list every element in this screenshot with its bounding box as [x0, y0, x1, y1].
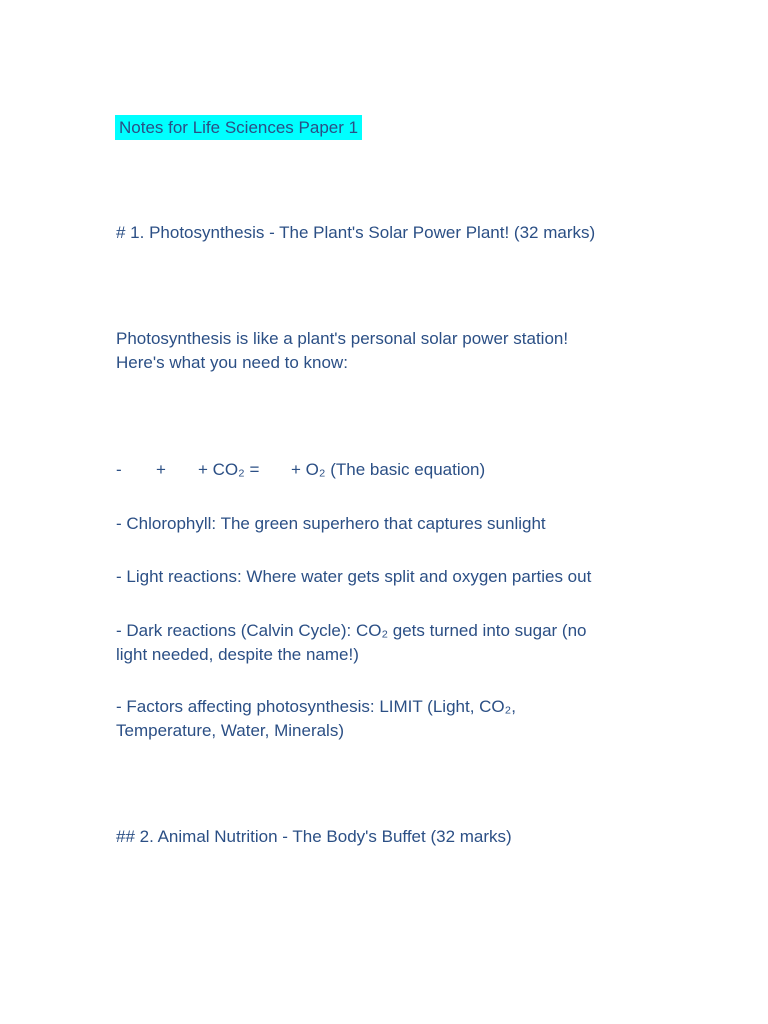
intro-line-2: Here's what you need to know: — [116, 353, 348, 372]
intro-line-1: Photosynthesis is like a plant's personal solar power station! — [116, 329, 569, 348]
bullet-chlorophyll: - Chlorophyll: The green superhero that captures sunlight — [116, 514, 546, 533]
equation-o2: + O₂ (The basic equation) — [291, 460, 486, 479]
bullet-dark-reactions-line-1: - Dark reactions (Calvin Cycle): CO₂ gets turned into sugar (no — [116, 621, 587, 640]
photosynthesis-equation — [116, 458, 485, 482]
bullet-dark-reactions-line-2: light needed, despite the name!) — [116, 645, 359, 664]
section-heading-photosynthesis: # 1. Photosynthesis - The Plant's Solar Power Plant! (32 marks) — [116, 223, 596, 242]
bullet-factors-line-2: Temperature, Water, Minerals) — [116, 721, 344, 740]
bullet-light-reactions: - Light reactions: Where water gets split and oxygen parties out — [116, 567, 592, 586]
equation-co2: + CO₂ = — [198, 460, 260, 479]
equation-plus: + — [156, 460, 166, 479]
section-heading-animal-nutrition: ## 2. Animal Nutrition - The Body's Buffet (32 marks) — [116, 827, 512, 846]
bullet-factors-line-1: - Factors affecting photosynthesis: LIMIT (Light, CO₂, — [116, 697, 516, 716]
equation-dash: - — [116, 460, 122, 479]
document-title: Notes for Life Sciences Paper 1 — [115, 115, 362, 140]
